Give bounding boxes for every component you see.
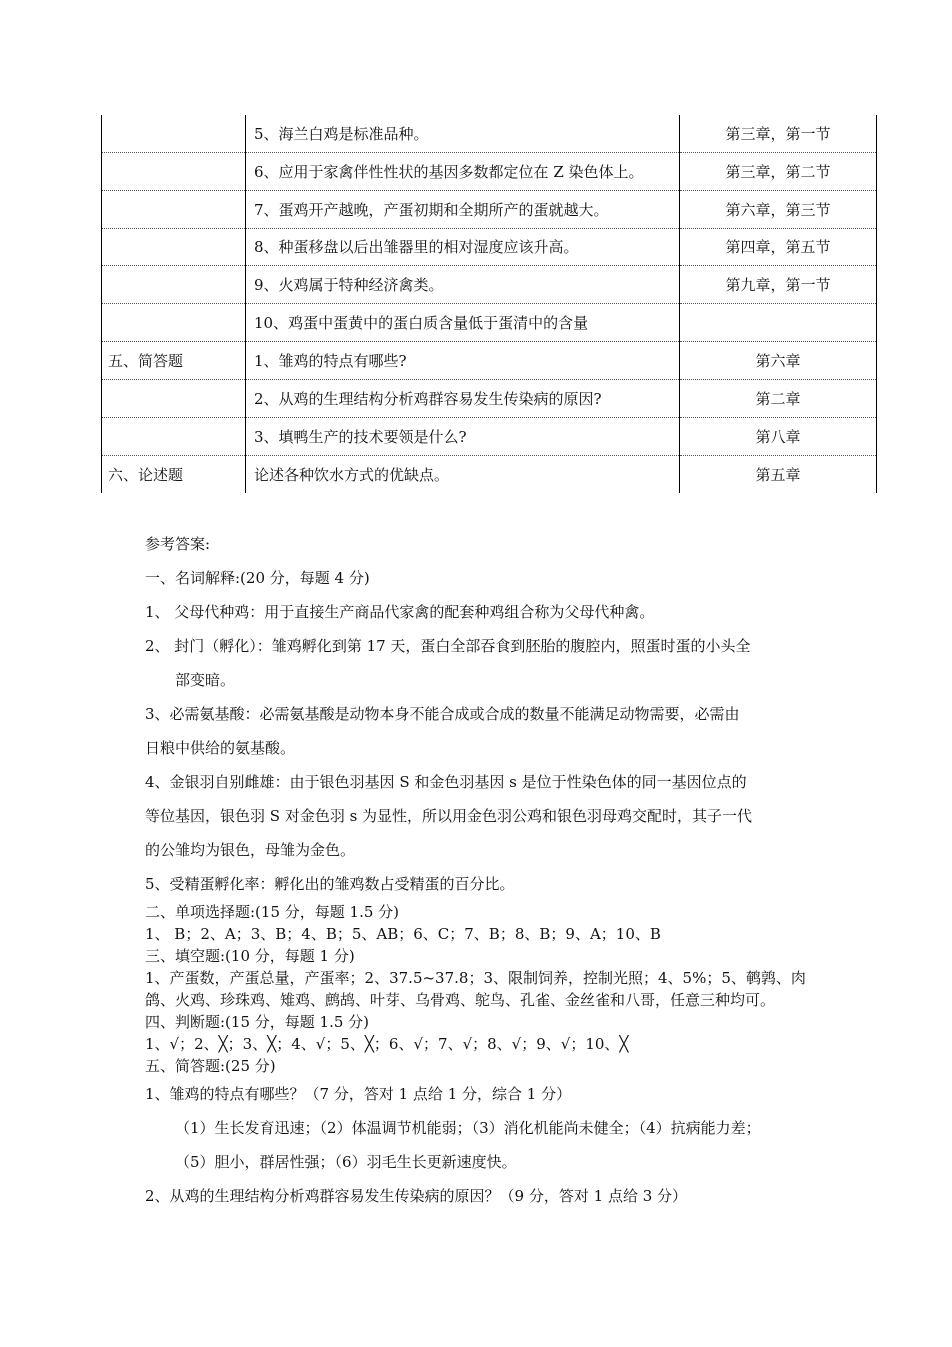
chapter-ref-cell: 第五章 [680,455,877,493]
answer-item: 5、受精蛋孵化率：孵化出的雏鸡数占受精蛋的百分比。 [145,875,515,893]
answer-item: 1、 父母代种鸡：用于直接生产商品代家禽的配套种鸡组合称为父母代种禽。 [145,603,655,621]
table-row [102,417,877,455]
section-cell [102,379,246,417]
answer-item-continuation: （5）胆小，群居性强；（6）羽毛生长更新速度快。 [175,1153,517,1171]
table-row [102,303,877,341]
answer-item: 4、金银羽自别雌雄：由于银色羽基因 S 和金色羽基因 s 是位于性染色体的同一基因位点的 [145,773,747,791]
section-cell [102,190,246,228]
answer-item-continuation: （1）生长发育迅速；（2）体温调节机能弱；（3）消化机能尚未健全；（4）抗病能力差； [175,1119,761,1137]
table-row [102,228,877,265]
answer-item-continuation: 等位基因，银色羽 S 对金色羽 s 为显性，所以用金色羽公鸡和银色羽母鸡交配时，其子一代 [145,807,753,825]
table-row [102,379,877,417]
answer-item: 2、从鸡的生理结构分析鸡群容易发生传染病的原因？（9 分，答对 1 点给 3 分） [145,1187,688,1205]
answer-item: 1、 B；2、A；3、B；4、B；5、AB；6、C；7、B；8、B；9、A；10、B [145,925,661,943]
section-cell [102,417,246,455]
chapter-ref-cell [680,303,877,341]
chapter-ref-cell: 第三章，第二节 [680,152,877,190]
table-row [102,190,877,228]
section-heading: 一、名词解释:(20 分，每题 4 分) [145,569,370,587]
chapter-ref-cell: 第二章 [680,379,877,417]
section-cell: 五、简答题 [102,341,246,379]
question-cell: 2、从鸡的生理结构分析鸡群容易发生传染病的原因? [246,379,680,417]
table-row [102,341,877,379]
section-cell [102,303,246,341]
answer-item-continuation: 的公雏均为银色，母雏为金色。 [145,841,356,859]
answer-key [145,527,825,1213]
section-heading: 二、单项选择题:(15 分，每题 1.5 分) [145,903,400,921]
table-row [102,455,877,493]
question-cell: 8、种蛋移盘以后出雏器里的相对湿度应该升高。 [246,228,680,265]
chapter-ref-cell: 第九章，第一节 [680,265,877,303]
table-row [102,265,877,303]
section-cell: 六、论述题 [102,455,246,493]
answer-heading: 参考答案: [145,535,211,553]
chapter-ref-cell: 第六章 [680,341,877,379]
chapter-ref-cell: 第六章，第三节 [680,190,877,228]
answer-item: 1、产蛋数，产蛋总量，产蛋率；2、37.5~37.8；3、限制饲养，控制光照；4、5%；5、鹌鹑、肉鸽、火鸡、珍珠鸡、雉鸡、鹧鸪、叶芽、乌骨鸡、鸵鸟、孔雀、金丝雀和八哥，任意三种均可。 [145,969,806,1009]
section-cell [102,115,246,152]
section-cell [102,228,246,265]
question-cell: 1、雏鸡的特点有哪些? [246,341,680,379]
question-cell: 3、填鸭生产的技术要领是什么? [246,417,680,455]
table-row [102,152,877,190]
chapter-ref-cell: 第四章，第五节 [680,228,877,265]
question-cell: 9、火鸡属于特种经济禽类。 [246,265,680,303]
table-row [102,115,877,152]
chapter-ref-cell: 第三章，第一节 [680,115,877,152]
answer-item: 1、雏鸡的特点有哪些？（7 分，答对 1 点给 1 分，综合 1 分） [145,1085,572,1103]
answer-item: 2、 封门（孵化）：雏鸡孵化到第 17 天，蛋白全部吞食到胚胎的腹腔内，照蛋时蛋的小头全 [145,637,751,655]
question-cell: 5、海兰白鸡是标准品种。 [246,115,680,152]
question-cell: 7、蛋鸡开产越晚，产蛋初期和全期所产的蛋就越大。 [246,190,680,228]
question-cell: 6、应用于家禽伴性性状的基因多数都定位在 Z 染色体上。 [246,152,680,190]
section-heading: 三、填空题:(10 分，每题 1 分) [145,947,355,965]
section-heading: 四、判断题:(15 分，每题 1.5 分) [145,1013,370,1031]
answer-item-continuation: 日粮中供给的氨基酸。 [145,739,296,757]
answer-item: 3、必需氨基酸：必需氨基酸是动物本身不能合成或合成的数量不能满足动物需要，必需由 [145,705,740,723]
answer-item: 1、√；2、╳；3、╳；4、√；5、╳；6、√；7、√；8、√；9、√；10、╳ [145,1035,629,1053]
question-cell: 论述各种饮水方式的优缺点。 [246,455,680,493]
chapter-ref-cell: 第八章 [680,417,877,455]
section-cell [102,265,246,303]
answer-item-continuation: 部变暗。 [175,671,236,689]
question-cell: 10、鸡蛋中蛋黄中的蛋白质含量低于蛋清中的含量 [246,303,680,341]
section-heading: 五、简答题:(25 分) [145,1057,276,1075]
section-cell [102,152,246,190]
exam-question-table [101,115,877,493]
